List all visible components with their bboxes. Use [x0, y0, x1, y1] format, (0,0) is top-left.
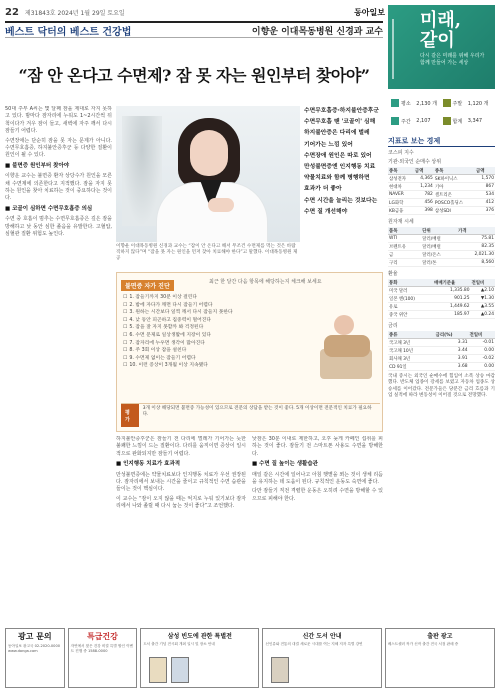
pull-quote: 하지불안증은 다리에 벌레 [304, 130, 370, 137]
table-cell: CD 91일 [388, 363, 435, 371]
banner-subtitle: 다시 같은 미래를 위해 우리가 함께 만들어 가는 세상 [420, 53, 485, 66]
banner-title-line1: 미래, [420, 10, 462, 31]
checklist-item [123, 294, 376, 302]
legend-label: 평소 [401, 100, 411, 107]
ad-box[interactable] [262, 628, 381, 688]
table-cell: ▲3.55 [471, 303, 495, 311]
checklist-item-text: 10. 이런 증상이 3개월 이상 지속됐다 [129, 363, 208, 369]
ad-box[interactable] [68, 628, 138, 688]
banner-legend [388, 92, 495, 132]
subheading: ■ 수면 질 높이는 생활습관 [252, 461, 318, 468]
table-cell: 셀트리온 [434, 191, 475, 199]
legend-item [443, 95, 493, 111]
legend-label: 합계 [452, 118, 463, 125]
table-row [388, 355, 495, 363]
blanket-shape [324, 335, 370, 357]
table-cell: 달러/온스 [421, 251, 457, 259]
ad-text: 동아일보 광고국 02-2020-0000 www.donga.com [8, 644, 61, 653]
table-caption: 원자재 시세 [388, 219, 414, 225]
table-cell: 782 [414, 191, 434, 199]
table-cell: ▲0.24 [471, 311, 495, 319]
ad-box[interactable] [385, 628, 495, 688]
checkbox-icon: ☐ [123, 325, 128, 331]
table-cell: 유로 [388, 303, 433, 311]
commodity-table [388, 227, 495, 267]
column-header: 매매기준율 [433, 279, 470, 287]
checklist-item-text: 6. 수면 문제로 일상생활에 지장이 있다 [129, 332, 212, 338]
table-row [388, 235, 495, 243]
table-cell: 2,021.30 [457, 251, 495, 259]
paragraph: 수면장애는 단순히 잠을 못 자는 문제가 아니다. 수면무호흡증, 하지불안증후군 등 다양한 질환이 원인이 될 수 있다. [5, 137, 112, 159]
table-cell: 3.44 [435, 347, 469, 355]
banner-title-line2: 같이 [420, 30, 455, 51]
table-cell: 75.81 [457, 235, 495, 243]
legend-item [391, 95, 441, 111]
photo-hands [208, 198, 234, 212]
future-together-banner[interactable] [388, 5, 495, 89]
column-header: 가격 [457, 227, 495, 235]
headline-text: “잠 안 온다고 수면제? 잠 못 자는 원인부터 찾아야” [18, 65, 370, 85]
article-column-2 [116, 436, 246, 626]
table-cell: 412 [475, 199, 495, 207]
column-header: 통화 [388, 279, 433, 287]
checklist-subtitle: 최근 한 달간 다음 항목에 해당하는지 체크해 보세요 [209, 279, 322, 285]
legend-value: 2,107 [416, 118, 431, 124]
table-row [388, 347, 495, 355]
evaluation-text: 3개 이상 해당되면 불면증 가능성이 있으므로 전문의 상담을 받는 것이 좋다. 5개 이상이면 전문적인 치료가 필요하다. [142, 406, 372, 417]
table-cell: 삼성SDI [434, 207, 475, 215]
table-cell: 현대차 [388, 183, 414, 191]
table-row [388, 251, 495, 259]
headline [5, 46, 383, 102]
ad-text: 도서 출간 기념 전시회 개최 일시 및 장소 안내 [143, 642, 215, 646]
table-cell: SK하이닉스 [434, 175, 475, 183]
table-row [388, 243, 495, 251]
table-cell: 456 [414, 199, 434, 207]
interest-rate-table [388, 331, 495, 371]
table-header-row [388, 227, 495, 235]
table-cell: 일본 엔(100) [388, 295, 433, 303]
table-row [388, 303, 495, 311]
pull-quotes [304, 106, 383, 242]
checkbox-icon: ☐ [123, 363, 128, 369]
pull-quote: 수면무호흡증·하지불안증후군 [304, 108, 379, 114]
checkbox-icon: ☐ [123, 317, 128, 323]
table-cell: 국고채 10년 [388, 347, 435, 355]
paper-name: 동아일보 [354, 6, 385, 17]
checklist-item-text: 2. 밤에 자다가 깨면 다시 잠들기 어렵다 [129, 302, 213, 308]
evaluation-label: 평가 [121, 404, 139, 427]
series-bar [5, 21, 383, 38]
checklist-item-text: 4. 낮 동안 피곤하고 집중력이 떨어진다 [129, 317, 212, 323]
column-header: 품목 [388, 227, 421, 235]
table-cell: LG화학 [388, 199, 414, 207]
book-cover-icon [271, 657, 289, 683]
table-cell: 회사채 3년 [388, 355, 435, 363]
table-cell: 82.35 [457, 243, 495, 251]
table-cell: 브렌트유 [388, 243, 421, 251]
table-cell: 1,335.80 [433, 287, 470, 295]
paragraph: 이향운 교수는 불면증 환자 상당수가 원인을 모른 채 수면제에 의존한다고 지적했다. 잠을 자지 못하는 원인을 찾아 치료하는 것이 중요하다는 것이다. [5, 173, 112, 202]
economy-title: 지표로 보는 경제 [388, 136, 495, 147]
table-cell: 금 [388, 251, 421, 259]
table-cell: 0.00 [469, 347, 495, 355]
pull-quote: 효과가 더 좋아 [304, 186, 342, 193]
swatch-icon [391, 99, 399, 107]
series-name: 베스트 닥터의 베스트 건강법 [5, 26, 132, 38]
legend-item [443, 113, 493, 129]
advertisement-strip [5, 628, 495, 688]
table-cell: 달러/배럴 [421, 243, 457, 251]
background-plant [122, 116, 162, 226]
ad-box[interactable] [140, 628, 259, 688]
column-header: 금액 [475, 167, 495, 175]
table-cell: 3.31 [435, 339, 469, 347]
table-cell: -0.01 [469, 339, 495, 347]
checklist-evaluation [121, 403, 380, 427]
ad-text: 베스트셀러 작가 신작 출간 전국 서점 판매 중 [387, 642, 459, 646]
column-header: 종목 [434, 167, 475, 175]
table-cell: 3.91 [435, 355, 469, 363]
photo-face [190, 130, 228, 176]
ad-box[interactable] [5, 628, 65, 688]
checkbox-icon: ☐ [123, 340, 128, 346]
table-cell: 1,570 [475, 175, 495, 183]
checkbox-icon: ☐ [123, 295, 128, 300]
table-cell: NAVER [388, 191, 414, 199]
column-header: 전일비 [469, 331, 495, 339]
table-cell: 376 [475, 207, 495, 215]
column-header: 단위 [421, 227, 457, 235]
table-header-row [388, 167, 495, 175]
byline: 이향운 이대목동병원 신경과 교수 [251, 26, 383, 37]
table-caption: 환율 [388, 271, 398, 277]
ad-text: 신인류와 전통의 대결 새로운 시대를 여는 지혜 저자 특별 강연 [265, 642, 363, 646]
legend-label: 주간 [401, 118, 411, 125]
table-header-row [388, 279, 495, 287]
paragraph: 만성불면증에는 약물치료보다 인지행동 치료가 우선 권장된다. 잠자리에서 보내는 시간을 줄이고 규칙적인 수면 습관을 들이는 것이 핵심이다. [116, 471, 246, 493]
checklist-item-text: 5. 잠을 잘 자지 못할까 봐 걱정된다 [129, 325, 204, 331]
table-row [388, 183, 495, 191]
banner-decoration [392, 19, 414, 79]
ad-title: 출판 광고 [427, 633, 453, 640]
banner-title [420, 11, 461, 51]
pull-quote: 기어가는 느낌 있어 [304, 141, 353, 148]
table-cell: 삼성전자 [388, 175, 414, 183]
table-cell: 구리 [388, 259, 421, 267]
table-cell: 기아 [434, 183, 475, 191]
legend-value: 3,347 [467, 118, 483, 124]
insomnia-checklist [116, 272, 383, 432]
issue-meta: 제31843호 2024년 1월 29일 토요일 [24, 9, 125, 17]
paragraph: 하지불안증후군은 잠들기 전 다리에 벌레가 기어가는 듯한 불쾌한 느낌이 드는 질환이다. 다리를 움직이면 증상이 일시적으로 완화되지만 잠들기 어렵다. [116, 436, 246, 457]
doctor-photo [116, 106, 300, 242]
checkbox-icon: ☐ [123, 348, 128, 354]
pull-quote: 수면무호흡 땐 '코골이' 심해 [304, 119, 376, 126]
table-cell: ▲2.10 [471, 287, 495, 295]
sleep-illustration [316, 303, 376, 391]
legend-label: 주말 [452, 100, 463, 107]
table-cell: 3.68 [435, 363, 469, 371]
checklist-item-text: 8. 주 3회 이상 잠을 설친다 [129, 348, 187, 354]
column-header: 금액 [414, 167, 434, 175]
table-cell: 8,560 [457, 259, 495, 267]
pull-quote: 수면 질 개선해야 [304, 208, 348, 215]
table-row [388, 191, 495, 199]
ad-title: 삼성 빈도에 관한 특별전 [167, 633, 232, 640]
checklist-item-text: 7. 잠자리에 누우면 생각이 많아진다 [129, 340, 205, 346]
table-row [388, 295, 495, 303]
stock-table [388, 167, 495, 215]
pull-quote: 약물치료와 함께 병행하면 [304, 175, 370, 182]
checklist-item-text: 1. 잠들기까지 30분 이상 걸린다 [129, 295, 198, 300]
article-column-3 [252, 436, 383, 626]
economy-panel [388, 136, 495, 616]
legend-value: 1,120 개 [467, 100, 489, 107]
subheading: ■ 인지행동 치료가 효과적 [116, 461, 181, 468]
table-cell: 534 [475, 191, 495, 199]
ad-text: 자연에서 찾은 건강 비결 특별 할인 이벤트 진행 중 1588-0000 [70, 644, 134, 653]
checkbox-icon: ☐ [123, 355, 128, 361]
table-cell: 901.25 [433, 295, 470, 303]
article-column-1 [5, 106, 112, 626]
column-header: 종류 [388, 331, 435, 339]
paragraph: 50대 주부 A씨는 몇 달째 잠을 제대로 자지 못하고 있다. 밤마다 잠자리에 누워도 1~2시간씩 뒤척이다가 겨우 잠이 들고, 새벽에 자주 깨서 다시 잠들기 어렵다. [5, 106, 112, 135]
book-cover-icon [149, 657, 167, 683]
table-cell: 398 [414, 207, 434, 215]
ad-title: 특급건강 [86, 632, 118, 641]
table-cell: 0.00 [469, 363, 495, 371]
table-row [388, 207, 495, 215]
legend-item [391, 113, 441, 129]
photo-caption: 이향운 이대목동병원 신경과 교수는 “잠이 안 온다고 해서 무조건 수면제를 먹는 것은 바람직하지 않다”며 “잠을 못 자는 원인을 먼저 찾아 치료해야 한다”고 말했다. 이대목동병원 제공 [116, 244, 298, 261]
table-row [388, 259, 495, 267]
exchange-table [388, 279, 495, 319]
table-row [388, 339, 495, 347]
table-cell: -0.02 [469, 355, 495, 363]
checklist-item-text: 9. 수면제 없이는 잠들기 어렵다 [129, 355, 196, 361]
column-header: 종목 [388, 167, 414, 175]
pull-quote: 수면 시간을 늘리는 것보다는 [304, 197, 378, 204]
column-header: 전일비 [471, 279, 495, 287]
table-cell: KB금융 [388, 207, 414, 215]
table-cell: 중국 위안 [388, 311, 433, 319]
table-cell: 국고채 3년 [388, 339, 435, 347]
checkbox-icon: ☐ [123, 332, 128, 338]
table-caption: 금리 [388, 323, 398, 329]
checklist-title: 불면증 자가 진단 [121, 280, 174, 291]
table-row [388, 363, 495, 371]
table-row [388, 175, 495, 183]
table-caption: 기관·외국인 순매수 상위 [388, 159, 442, 165]
checkbox-icon: ☐ [123, 310, 128, 316]
pull-quote: 수면장애 원인은 따로 있어 [304, 152, 372, 159]
paragraph: 낮잠은 30분 이내로 제한하고, 오후 늦게 카페인 섭취를 피하는 것이 좋다. 잠들기 전 스마트폰 사용도 수면을 방해한다. [252, 436, 383, 457]
ad-title: 신간 도서 안내 [302, 633, 342, 640]
legend-value: 2,130 개 [416, 100, 437, 107]
ad-title: 광고 문의 [17, 632, 52, 641]
table-cell: 185.97 [433, 311, 470, 319]
paragraph: 이 교수는 “잠이 오지 않을 때는 억지로 누워 있기보다 잠자리에서 나와 졸릴 때 다시 눕는 것이 좋다”고 조언했다. [116, 495, 246, 510]
book-cover-icon [171, 657, 189, 683]
checkbox-icon: ☐ [123, 302, 128, 308]
table-cell: WTI [388, 235, 421, 243]
column-header: 금리(%) [435, 331, 469, 339]
table-cell: 867 [475, 183, 495, 191]
swatch-icon [443, 117, 451, 125]
table-row [388, 199, 495, 207]
economy-commentary: 국내 증시는 외국인 순매수에 힘입어 소폭 상승 마감했다. 반도체 업종이 강세를 보였고 자동차 업종도 상승세를 이어갔다. 전문가들은 당분간 금리 흐름과 기업 실적에 따라 변동성이 이어질 것으로 전망했다. [388, 374, 495, 399]
page-number: 22 [5, 6, 19, 18]
table-cell: POSCO홀딩스 [434, 199, 475, 207]
table-row [388, 311, 495, 319]
paragraph: 수면 중 호흡이 멈추는 수면무호흡증은 깊은 잠을 방해하고 낮 동안 심한 졸음을 유발한다. 고혈압, 심혈관 질환 위험도 높인다. [5, 216, 112, 238]
table-cell: 달러/톤 [421, 259, 457, 267]
table-header-row [388, 331, 495, 339]
subheading: ■ 코골이 심하면 수면무호흡증 의심 [5, 205, 93, 212]
table-cell: 4,365 [414, 175, 434, 183]
swatch-icon [443, 99, 451, 107]
table-cell: 1,449.62 [433, 303, 470, 311]
table-cell: 1,234 [414, 183, 434, 191]
paragraph: 다만 잠들기 직전 격렬한 운동은 오히려 수면을 방해할 수 있으므로 피해야 한다. [252, 488, 383, 502]
table-cell: ▼1.30 [471, 295, 495, 303]
checklist-item-text: 3. 원하는 시간보다 일찍 깨서 다시 잠들지 못한다 [129, 310, 233, 316]
table-cell: 달러/배럴 [421, 235, 457, 243]
pull-quote: 만성불면증엔 인지행동 치료 [304, 164, 376, 171]
subheading: ■ 불면증 원인부터 찾아야 [5, 162, 70, 169]
table-cell: 미국 달러 [388, 287, 433, 295]
economy-subtitle: 코스피 지수 [388, 150, 414, 156]
sleeper-head [334, 315, 354, 335]
table-row [388, 287, 495, 295]
swatch-icon [391, 117, 399, 125]
paragraph: 매일 같은 시간에 일어나고 아침 햇볕을 쬐는 것이 생체 리듬을 유지하는 데 도움이 된다. 규칙적인 운동도 숙면에 좋다. [252, 471, 383, 486]
